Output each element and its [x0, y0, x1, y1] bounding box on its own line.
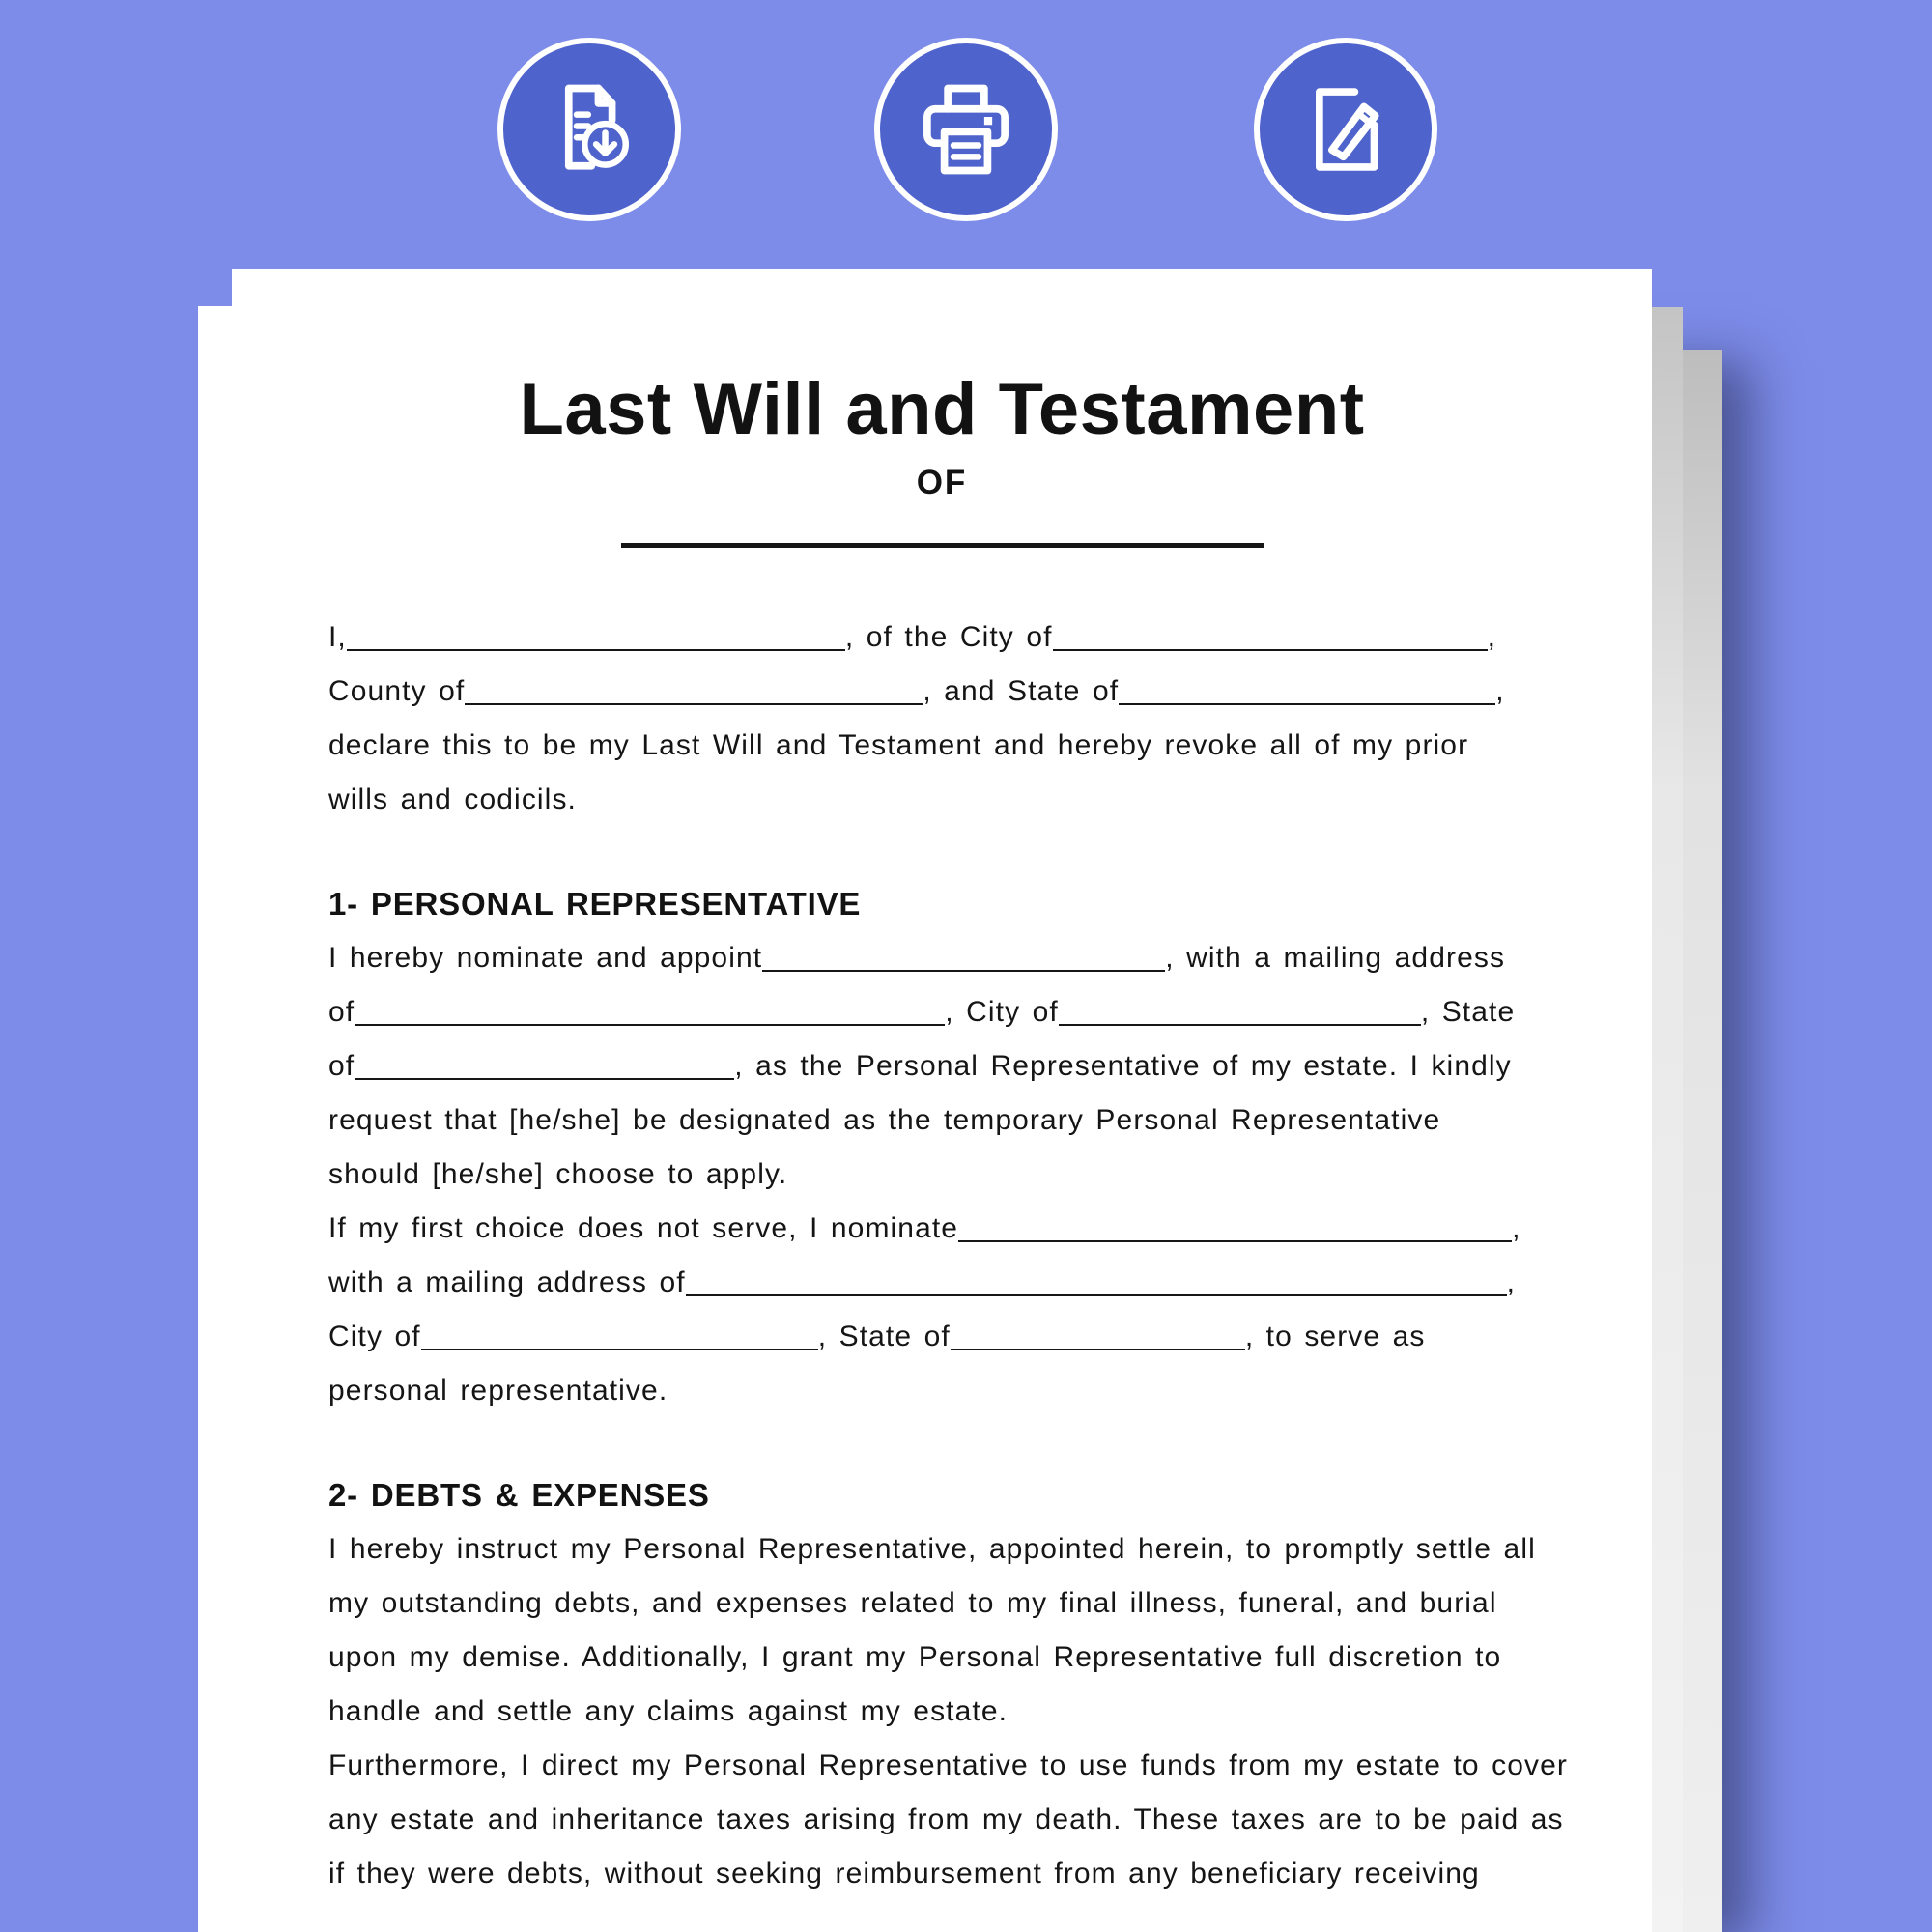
print-icon — [909, 72, 1023, 186]
document-text: County of — [328, 674, 466, 707]
document-line — [328, 773, 1555, 827]
document-subtitle: OF — [916, 463, 968, 501]
document-text: wills and codicils. — [328, 782, 577, 815]
document-text: personal representative. — [328, 1374, 668, 1406]
document-line — [328, 1847, 1555, 1901]
blank-field — [355, 1059, 734, 1080]
document-text: , State — [1420, 995, 1516, 1028]
document-text: handle and settle any claims against my estate. — [328, 1694, 1009, 1727]
document-line — [328, 1631, 1555, 1685]
document-text: I, — [328, 620, 347, 653]
document-text: Furthermore, I direct my Personal Representative to use funds from my estate to cover — [328, 1748, 1568, 1781]
blank-field — [465, 684, 923, 705]
blank-field — [1119, 684, 1495, 705]
document-text: of — [328, 995, 355, 1028]
document-text: , with a mailing address — [1165, 941, 1506, 974]
document-text: , — [1506, 1265, 1517, 1298]
document-text: with a mailing address of — [328, 1265, 686, 1298]
document-line — [328, 1685, 1555, 1739]
document-text: , — [1487, 620, 1496, 653]
document-text: of — [328, 1049, 355, 1082]
document-text: If my first choice does not serve, I nominate — [328, 1211, 959, 1244]
download-document-button[interactable] — [497, 38, 681, 221]
document-line — [328, 665, 1555, 719]
document-line — [328, 1577, 1555, 1631]
blank-field — [958, 1221, 1512, 1242]
document-text: if they were debts, without seeking reimbursement from any beneficiary receiving — [328, 1857, 1480, 1889]
section-heading: 2- DEBTS & EXPENSES — [328, 1476, 710, 1513]
document-line — [328, 931, 1555, 985]
print-button[interactable] — [874, 38, 1058, 221]
document-text: , City of — [945, 995, 1059, 1028]
document-text: should [he/she] choose to apply. — [328, 1157, 788, 1190]
document-page — [232, 269, 1652, 1932]
document-line — [328, 1739, 1568, 1793]
document-text: request that [he/she] be designated as the temporary Personal Representative — [328, 1103, 1441, 1136]
document-line — [328, 1364, 1555, 1418]
document-text: I hereby instruct my Personal Representative, appointed herein, to promptly settle all — [328, 1532, 1536, 1565]
blank-field — [951, 1329, 1245, 1350]
blank-field — [686, 1275, 1507, 1296]
document-line — [328, 1522, 1555, 1577]
document-title: Last Will and Testament — [519, 368, 1365, 450]
blank-field — [762, 951, 1165, 972]
document-line — [328, 1793, 1564, 1847]
document-text: any estate and inheritance taxes arising from my death. These taxes are to be paid as — [328, 1803, 1564, 1835]
document-text: City of — [328, 1320, 421, 1352]
document-line — [328, 1310, 1555, 1364]
blank-field — [355, 1005, 945, 1026]
document-text: , State of — [817, 1320, 951, 1352]
document-text: , — [1512, 1211, 1521, 1244]
document-text: , as the Personal Representative of my estate. I kindly — [734, 1049, 1512, 1082]
blank-field — [347, 630, 845, 651]
document-text: , to serve as — [1244, 1320, 1426, 1352]
edit-button[interactable] — [1254, 38, 1437, 221]
blank-field — [1053, 630, 1488, 651]
document-line — [328, 985, 1555, 1039]
blank-field — [421, 1329, 818, 1350]
document-line — [328, 1202, 1555, 1256]
document-text: declare this to be my Last Will and Testament and hereby revoke all of my prior — [328, 728, 1469, 761]
download-document-icon — [532, 72, 646, 186]
document-line — [328, 1039, 1555, 1094]
blank-field — [1059, 1005, 1421, 1026]
document-text: , and State of — [923, 674, 1120, 707]
document-line — [328, 611, 1555, 665]
document-line — [328, 1094, 1555, 1148]
document-line — [328, 719, 1555, 773]
name-blank-line — [621, 543, 1264, 548]
document-text: , of the City of — [844, 620, 1053, 653]
edit-icon — [1289, 72, 1403, 186]
document-body — [328, 611, 1568, 1901]
document-text: I hereby nominate and appoint — [328, 941, 763, 974]
document-line — [328, 1148, 1555, 1202]
document-line — [328, 1256, 1555, 1310]
document-text: , — [1495, 674, 1505, 707]
document-text: my outstanding debts, and expenses related to my final illness, funeral, and burial — [328, 1586, 1497, 1619]
document-text: upon my demise. Additionally, I grant my Personal Representative full discretion to — [328, 1640, 1502, 1673]
section-heading: 1- PERSONAL REPRESENTATIVE — [328, 885, 862, 922]
